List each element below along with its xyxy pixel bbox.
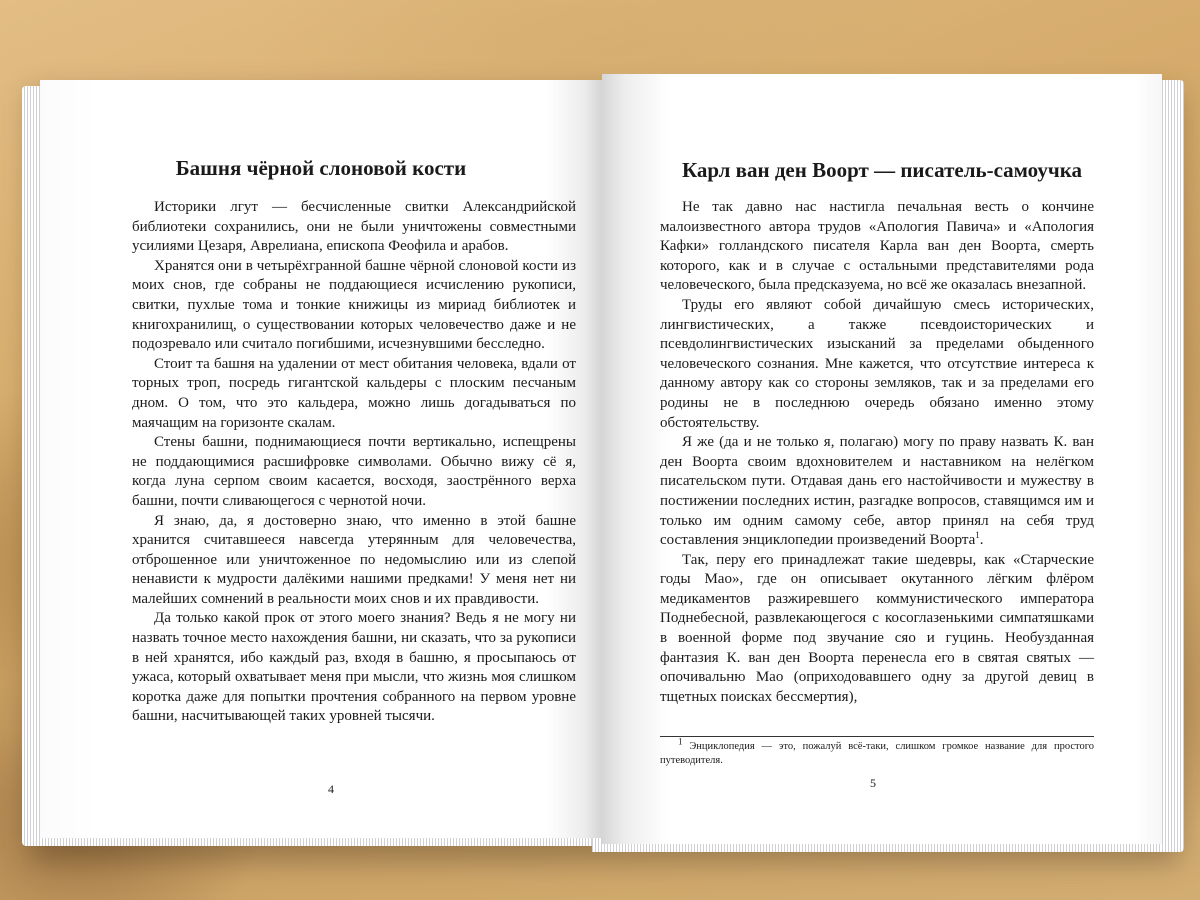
right-page-number: 5 xyxy=(870,776,876,790)
left-page xyxy=(40,80,602,838)
right-paragraph-1: Не так давно нас настигла печальная весть о кончине малоизвестного автора трудов «Апология Павича» и «Апология Кафки» голландского писателя Карла ван ден Воорта, смерть которого, как и в случае с остальными представителями рода человеческого, была предсказуема, но всё же оказалась внезапной. xyxy=(660,199,1094,294)
right-paragraph-4: Так, перу его принадлежат такие шедевры, как «Старческие годы Мао», где он описывает окутанного лёгким флёром медикаментов разжиревшего коммунистического императора Поднебесной, развлекающегося с косоглазенькими симпатяшками в военной форме под звучание сяо и гуцинь. Необузданная фантазия К. ван ден Воорта перенесла его в святая святых — опочивальню Мао (оприходовавшего одну за другой девиц в тщетных поисках бессмертия), xyxy=(660,551,1094,705)
right-page-body xyxy=(660,198,1094,707)
left-page-title: Башня чёрной слоновой кости xyxy=(175,156,467,180)
left-paragraph-1: Историки лгут — бесчисленные свитки Александрийской библиотеки сохранились, они не были уничтожены совместными усилиями Цезаря, Аврелиана, епископа Феофила и арабов. xyxy=(132,199,576,255)
footnote-text: Энциклопедия — это, пожалуй всё-таки, слишком громкое название для простого путеводителя. xyxy=(660,741,1094,766)
right-paragraph-3: Я же (да и не только я, полагаю) могу по праву назвать К. ван ден Воорта своим вдохновителем и наставником на нелёгком писательском пути. Отдавая дань его настойчивости и мужеству в постижении последних истин, разгадке вопросов, ставящимся им и только им одним самому себе, автор принял на себя труд составления энциклопедии произведений Воорта$^1$. xyxy=(660,434,1094,549)
left-paragraph-6: Да только какой прок от этого моего знания? Ведь я не могу ни назвать точное место нахождения башни, ни сказать, что за рукописи в ней хранятся, ибо каждый раз, входя в башню, я просыпаюсь от ужаса, который охватывает меня при мысли, что жизнь моя слишком коротка даже для попытки прочтения собранного на первом уровне башни, насчитывающей таких уровней тысячи. xyxy=(132,610,576,725)
footnote xyxy=(660,736,1094,768)
right-paragraph-3-text: Я же (да и не только я, полагаю) могу по праву назвать К. ван ден Воорта своим вдохновителем и наставником на нелёгком писательском пути. Отдавая дань его настойчивости и мужеству в постижении последних истин, разгадке вопросов, ставящимся им и только им одним самому себе, автор принял на себя труд составления энциклопедии произведений Воорта xyxy=(660,434,1094,549)
left-paragraph-2: Хранятся они в четырёхгранной башне чёрной слоновой кости из моих снов, где собраны не поддающиеся исчислению рукописи, свитки, пухлые тома и тонкие книжицы из мириад библиотек и книгохранилищ, о существовании которых человечество даже и не подозревало или считало погибшими, исчезнувшими бесследно. xyxy=(132,257,576,353)
right-page-title: Карл ван ден Воорт — писатель-самоучка xyxy=(681,158,1083,182)
left-paragraph-4: Стены башни, поднимающиеся почти вертикально, испещрены не поддающимися расшифровке символами. Обычно вижу сё я, когда луна серпом своим касается, восходя, заострённого верха башни, почти сливающегося с чернотой ночи. xyxy=(132,434,576,509)
left-page-body xyxy=(132,198,576,727)
left-paragraph-3: Стоит та башня на удалении от мест обитания человека, вдали от торных троп, посредь гигантской кальдеры с плоским песчаным дном. О том, что это кальдера, можно лишь догадываться по маячащим на горизонте скалам. xyxy=(132,355,576,431)
footnote-area xyxy=(660,736,1094,768)
footnote-ref: 1 xyxy=(975,530,980,541)
footnote-marker: 1 xyxy=(678,736,683,747)
right-paragraph-2: Труды его являют собой дичайшую смесь исторических, лингвистических, а также псевдоисторических и псевдолингвистических изысканий за пределами обыденного человеческого сознания. Мне кажется, что отсутствие интереса к данному автору как со стороны земляков, так и за пределами его родины не в последнюю очередь обязано именно этому обстоятельству. xyxy=(660,296,1094,431)
left-paragraph-5: Я знаю, да, я достоверно знаю, что именно в этой башне хранится считавшееся навсегда утерянным для человечества, отброшенное или уничтоженное по недомыслию или из слепой ненависти к мудрости далёкими нашими предками! У меня нет ни малейших сомнений в реальности моих снов и их правдивости. xyxy=(132,512,576,607)
left-page-number: 4 xyxy=(328,782,334,796)
right-page xyxy=(602,74,1162,844)
